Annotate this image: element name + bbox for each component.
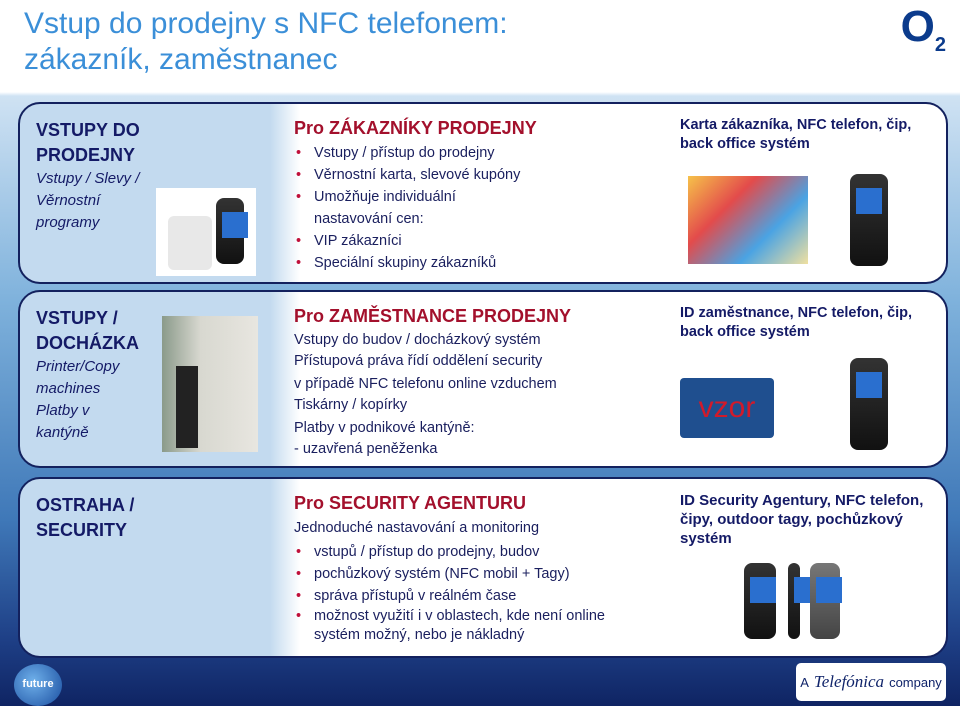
- phone-image: [810, 563, 840, 639]
- label-title-2: DOCHÁZKA: [36, 333, 139, 353]
- telefonica-a: A: [800, 674, 809, 690]
- telefonica-logo: [796, 663, 946, 701]
- list-item: • VIP zákazníci: [294, 230, 684, 252]
- panel-security: [18, 477, 948, 658]
- phone-side-image: [788, 563, 800, 639]
- label-title: OSTRAHA / SECURITY: [36, 495, 135, 540]
- futureshop-logo-text: future: [22, 678, 54, 690]
- label-subtitle: machines: [36, 380, 101, 397]
- list-item: • Věrnostní karta, slevové kupóny: [294, 164, 684, 186]
- watermark-text: vzor: [698, 391, 756, 424]
- label-title: VSTUPY DO PRODEJNY: [36, 120, 140, 165]
- panel-content: [294, 304, 684, 459]
- label-title-1: VSTUPY /: [36, 308, 118, 328]
- o2-logo: [901, 2, 946, 57]
- bullet-list: [294, 142, 684, 274]
- o2-logo-letter: O: [900, 2, 935, 51]
- label-subtitle: kantýně: [36, 424, 89, 441]
- list-item: • možnost využití i v oblastech, kde není online systém možný, nebo je nákladný: [294, 607, 614, 645]
- list-item: • Speciální skupiny zákazníků: [294, 252, 684, 274]
- loyalty-cards-image: [688, 176, 808, 264]
- title-line-2: zákazník, zaměstnanec: [24, 43, 338, 76]
- panel-content: [294, 491, 684, 645]
- phone-image: [850, 358, 888, 450]
- o2-logo-sub: 2: [934, 33, 946, 56]
- panel-heading: Pro ZÁKAZNÍKY PRODEJNY: [294, 118, 537, 138]
- turnstile-photo: [162, 316, 258, 452]
- title-line-1: Vstup do prodejny s NFC telefonem:: [24, 7, 508, 40]
- text-line: Vstupy do budov / docházkový systém: [294, 332, 541, 348]
- futureshop-logo: [14, 664, 62, 706]
- panel-customers: [18, 102, 948, 284]
- panel-label: [36, 493, 166, 543]
- bullet-list: [294, 541, 684, 645]
- text-line: - uzavřená peněženka: [294, 440, 438, 457]
- text-line: Tiskárny / kopírky: [294, 396, 408, 413]
- label-subtitle: Printer/Copy: [36, 358, 120, 375]
- list-item: • správa přístupů v reálném čase: [294, 585, 684, 607]
- slide-title: [24, 6, 508, 78]
- panel-label: [36, 118, 166, 234]
- phone-image: [744, 563, 776, 639]
- telefonica-name: Telefónica: [813, 672, 885, 691]
- text-line: v případě NFC telefonu online vzduchem: [294, 376, 557, 392]
- label-subtitle: Platby v: [36, 402, 90, 419]
- panel-content: [294, 116, 684, 274]
- panel-heading: Pro SECURITY AGENTURU: [294, 493, 527, 513]
- nfc-reader-image: [156, 188, 256, 276]
- panel-label: [36, 306, 166, 444]
- panel-right-text: ID zaměstnance, NFC telefon, čip, back office systém: [680, 305, 913, 340]
- phone-image: [850, 174, 888, 266]
- panel-employees: [18, 290, 948, 468]
- list-item: • pochůzkový systém (NFC mobil + Tagy): [294, 563, 684, 585]
- list-item: • Vstupy / přístup do prodejny: [294, 142, 684, 164]
- text-line: Přístupová práva řídí oddělení security: [294, 352, 543, 369]
- telefonica-company: company: [889, 674, 942, 690]
- text-line: Platby v podnikové kantýně:: [294, 420, 475, 436]
- label-subtitle: Vstupy / Slevy / Věrnostní programy: [36, 170, 140, 231]
- panel-right-text: ID Security Agentury, NFC telefon, čipy, outdoor tagy, pochůzkový systém: [680, 492, 924, 547]
- list-item: • Umožňuje individuální nastavování cen:: [294, 186, 494, 230]
- intro-text: Jednoduché nastavování a monitoring: [294, 520, 540, 536]
- panel-heading: Pro ZAMĚSTNANCE PRODEJNY: [294, 306, 572, 326]
- list-item: • vstupů / přístup do prodejny, budov: [294, 541, 684, 563]
- employee-id-card: [680, 378, 774, 438]
- panel-right-text: Karta zákazníka, NFC telefon, čip, back office systém: [680, 117, 912, 152]
